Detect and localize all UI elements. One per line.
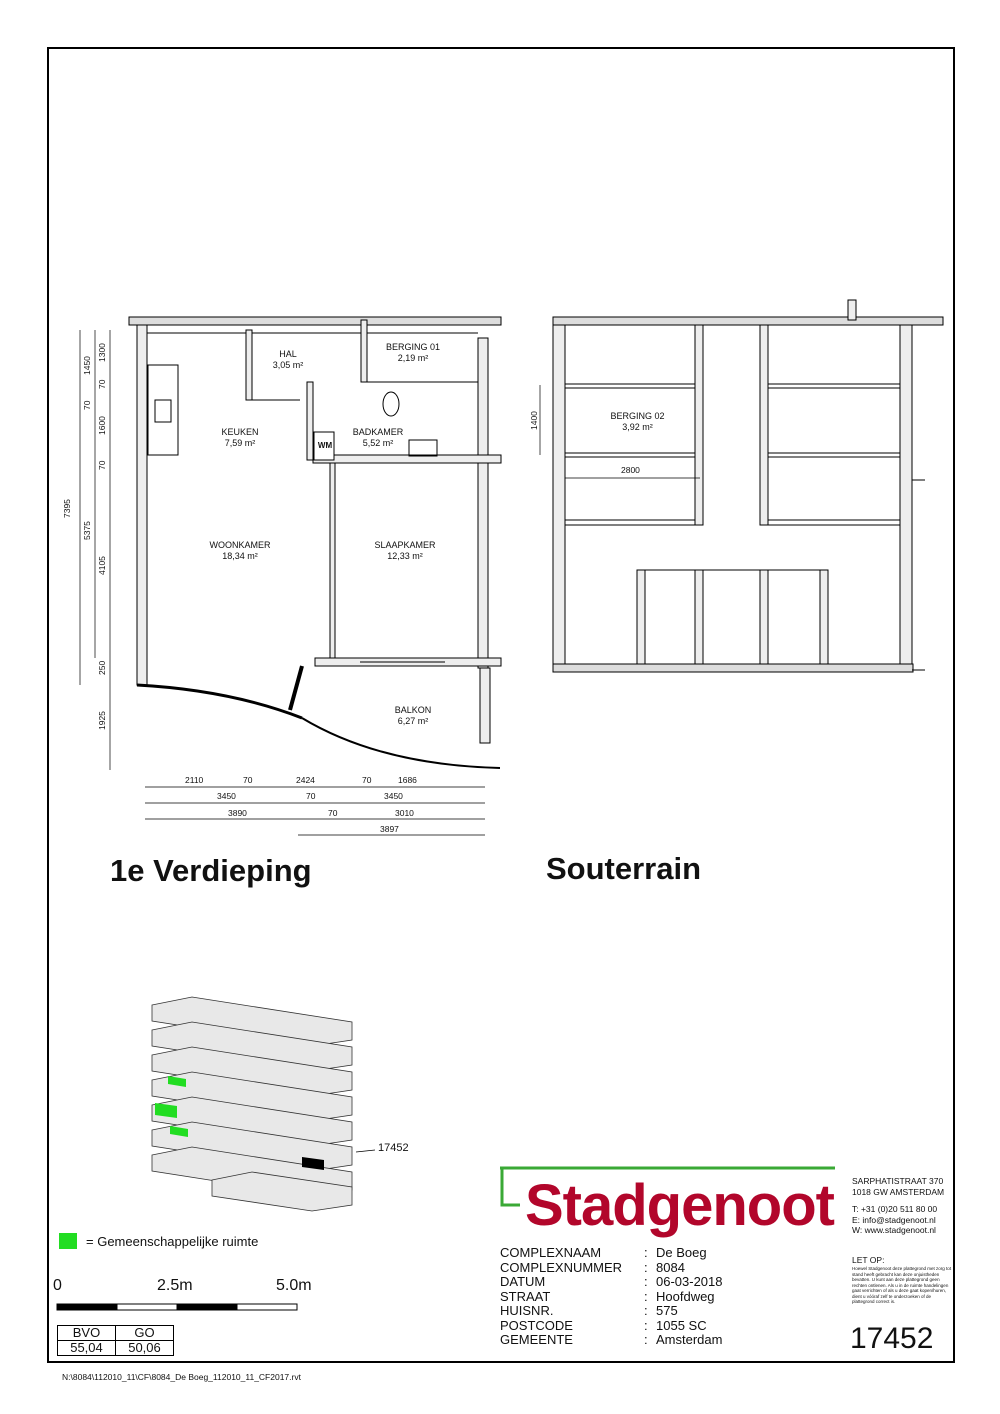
room-badkamer: BADKAMER 5,52 m² [352,427,404,448]
details-colons: : : : : : : : [644,1245,648,1347]
room-balkon: BALKON 6,27 m² [394,705,432,726]
dim: 70 [82,400,92,410]
dim: 70 [328,808,338,818]
dim: 70 [243,775,253,785]
dim: 250 [97,660,107,675]
dim: 3450 [217,791,236,801]
room-berging-02: BERGING 02 3,92 m² [610,411,665,432]
dim: 70 [362,775,372,785]
room-berging-01: BERGING 01 2,19 m² [385,342,441,363]
company-contact: T: +31 (0)20 511 80 00 E: info@stadgenoot.nl W: www.stadgenoot.nl [852,1204,938,1235]
dim: 1925 [97,711,107,730]
room-woonkamer: WOONKAMER 18,34 m² [209,540,271,561]
dim: 2424 [296,775,315,785]
area-header-bvo: BVO [58,1326,116,1341]
area-table [57,1325,174,1356]
scale-label-2-5: 2.5m [157,1277,193,1294]
stadgenoot-logo: Stadgenoot [525,1173,834,1238]
room-slaapkamer: SLAAPKAMER 12,33 m² [374,540,436,561]
floor-title-1e-verdieping: 1e Verdieping [110,853,312,888]
dim: 3897 [380,824,399,834]
dim: 3010 [395,808,414,818]
area-value-bvo: 55,04 [58,1341,116,1356]
area-value-go: 50,06 [116,1341,174,1356]
dim: 70 [97,379,107,389]
legend-text: = Gemeenschappelijke ruimte [86,1234,259,1249]
dim: 2800 [621,465,640,475]
legend-swatch [59,1233,77,1249]
keyplan-unit-ref: 17452 [378,1142,409,1154]
file-path: N:\8084\112010_11\CF\8084_De Boeg_112010_11_CF2017.rvt [62,1372,301,1382]
floor-title-souterrain: Souterrain [546,851,702,886]
area-header-go: GO [116,1326,174,1341]
drawing-number: 17452 [850,1322,934,1355]
dim: 1600 [97,416,107,435]
details-labels: COMPLEXNAAM COMPLEXNUMMER DATUM STRAAT HUISNR. POSTCODE GEMEENTE [500,1245,623,1347]
company-address: SARPHATISTRAAT 370 1018 GW AMSTERDAM [852,1176,945,1197]
wm-label: WM [317,441,333,450]
dim: 1450 [82,356,92,375]
dim: 70 [306,791,316,801]
dim: 3450 [384,791,403,801]
dim: 3890 [228,808,247,818]
dim: 4105 [97,556,107,575]
dim: 1400 [529,411,539,430]
details-values: De Boeg 8084 06-03-2018 Hoofdweg 575 1055 SC Amsterdam [656,1245,723,1347]
dim: 2110 [185,775,204,785]
dim: 7395 [62,499,72,518]
dim: 1300 [97,343,107,362]
dim: 1686 [398,775,417,785]
dim: 70 [97,460,107,470]
scale-label-5: 5.0m [276,1277,312,1294]
note-title: LET OP: [852,1255,885,1265]
room-hal: HAL 3,05 m² [272,349,304,370]
scale-label-0: 0 [53,1277,62,1294]
dim: 5375 [82,521,92,540]
note-text: Hoewel Stadgenoot deze plattegrond met zorg tot stand heeft gebracht kan deze onjuistheden bevatten. U kunt aan deze plattegrond geen rechten ontlenen. Als u in de ruimte handelingen gaat verrichten of als u deze gaat kopen/huren, dient u vóóraf zelf te onderzoeken of de plattegrond correct is. [852,1266,952,1304]
room-keuken: KEUKEN 7,59 m² [221,427,259,448]
